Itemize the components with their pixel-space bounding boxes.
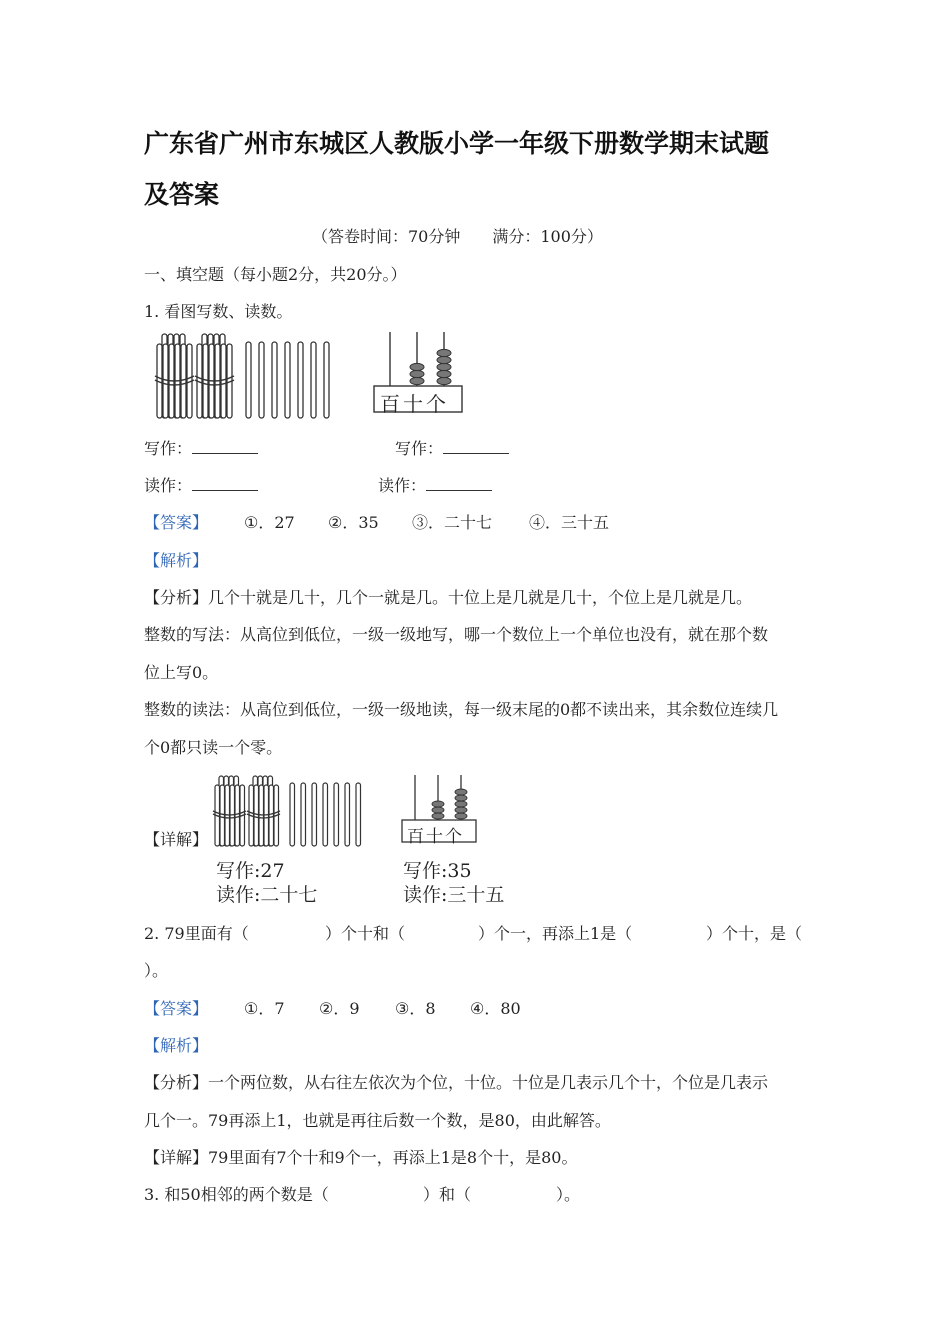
detail-write-27: 写作:27 [216, 860, 285, 882]
read-label: 读作： [378, 476, 427, 495]
write-label: 写作： [395, 439, 444, 458]
detail-read-35: 读作:三十五 [403, 884, 505, 906]
detail-text: 【详解】79里面有7个十和9个一，再添上1是8个十，是80。 [144, 1148, 578, 1167]
answer-item: ④．80 [470, 999, 521, 1018]
write-blank[interactable] [192, 439, 258, 454]
abacus-place-labels: 百十个 [380, 392, 449, 416]
detail-stick-bundles-figure [210, 773, 370, 851]
answer-item: ②．9 [319, 999, 360, 1018]
analysis-tag: 【解析】 [144, 1036, 209, 1055]
stick-bundles-figure [150, 330, 340, 422]
question-3-part-b: ）和（ [423, 1185, 472, 1204]
page-title-line2: 及答案 [144, 180, 220, 209]
write-blank[interactable] [443, 439, 509, 454]
question-2-part-c: ）个一，再添上1是（ [478, 924, 633, 943]
answer-tag: 【答案】 [144, 999, 209, 1018]
analysis-text: 【分析】几个十就是几十，几个一就是几。十位上是几就是几十，个位上是几就是几。 [144, 588, 753, 607]
read-blank[interactable] [192, 476, 258, 491]
read-row-left [144, 473, 258, 496]
answer-tag: 【答案】 [144, 513, 209, 532]
write-row-right [395, 436, 509, 459]
rule-write-line1: 整数的写法：从高位到低位，一级一级地写，哪一个数位上一个单位也没有，就在那个数 [144, 625, 769, 644]
read-label: 读作： [144, 476, 193, 495]
write-row-left [144, 436, 258, 459]
section-heading: 一、填空题（每小题2分，共20分。） [144, 265, 407, 284]
detail-read-27: 读作:二十七 [216, 884, 318, 906]
analysis-line2: 几个一。79再添上1，也就是再往后数一个数，是80，由此解答。 [144, 1111, 611, 1130]
answer-item: ①．27 [244, 513, 295, 532]
read-blank[interactable] [426, 476, 492, 491]
analysis-line1: 【分析】一个两位数，从右往左依次为个位，十位。十位是几表示几个十，个位是几表示 [144, 1073, 769, 1092]
question-2-part-e: ）。 [144, 961, 169, 980]
rule-read-line2: 个0都只读一个零。 [144, 738, 283, 757]
answer-item: ④．三十五 [529, 513, 610, 532]
answer-item: ②．35 [328, 513, 379, 532]
rule-write-line2: 位上写0。 [144, 663, 219, 682]
question-1-prompt: 1. 看图写数、读数。 [144, 302, 293, 321]
exam-info: （答卷时间：70分钟 满分：100分） [312, 227, 603, 246]
detail-tag: 【详解】 [144, 830, 209, 849]
question-2-part-b: ）个十和（ [325, 924, 406, 943]
answer-item: ③．8 [395, 999, 436, 1018]
question-2-part-d: ）个十，是（ [706, 924, 803, 943]
analysis-tag: 【解析】 [144, 551, 209, 570]
rule-read-line1: 整数的读法：从高位到低位，一级一级地读，每一级末尾的0都不读出来，其余数位连续几 [144, 700, 779, 719]
question-3-part-c: ）。 [556, 1185, 581, 1204]
question-2-part-a: 2. 79里面有（ [144, 924, 249, 943]
page-title-line1: 广东省广州市东城区人教版小学一年级下册数学期末试题 [144, 129, 770, 158]
read-row-right [378, 473, 492, 496]
detail-abacus-place-labels: 百十个 [407, 827, 464, 847]
write-label: 写作： [144, 439, 193, 458]
answer-item: ③．二十七 [412, 513, 493, 532]
question-3-part-a: 3. 和50相邻的两个数是（ [144, 1185, 329, 1204]
answer-item: ①．7 [244, 999, 285, 1018]
detail-write-35: 写作:35 [403, 860, 472, 882]
